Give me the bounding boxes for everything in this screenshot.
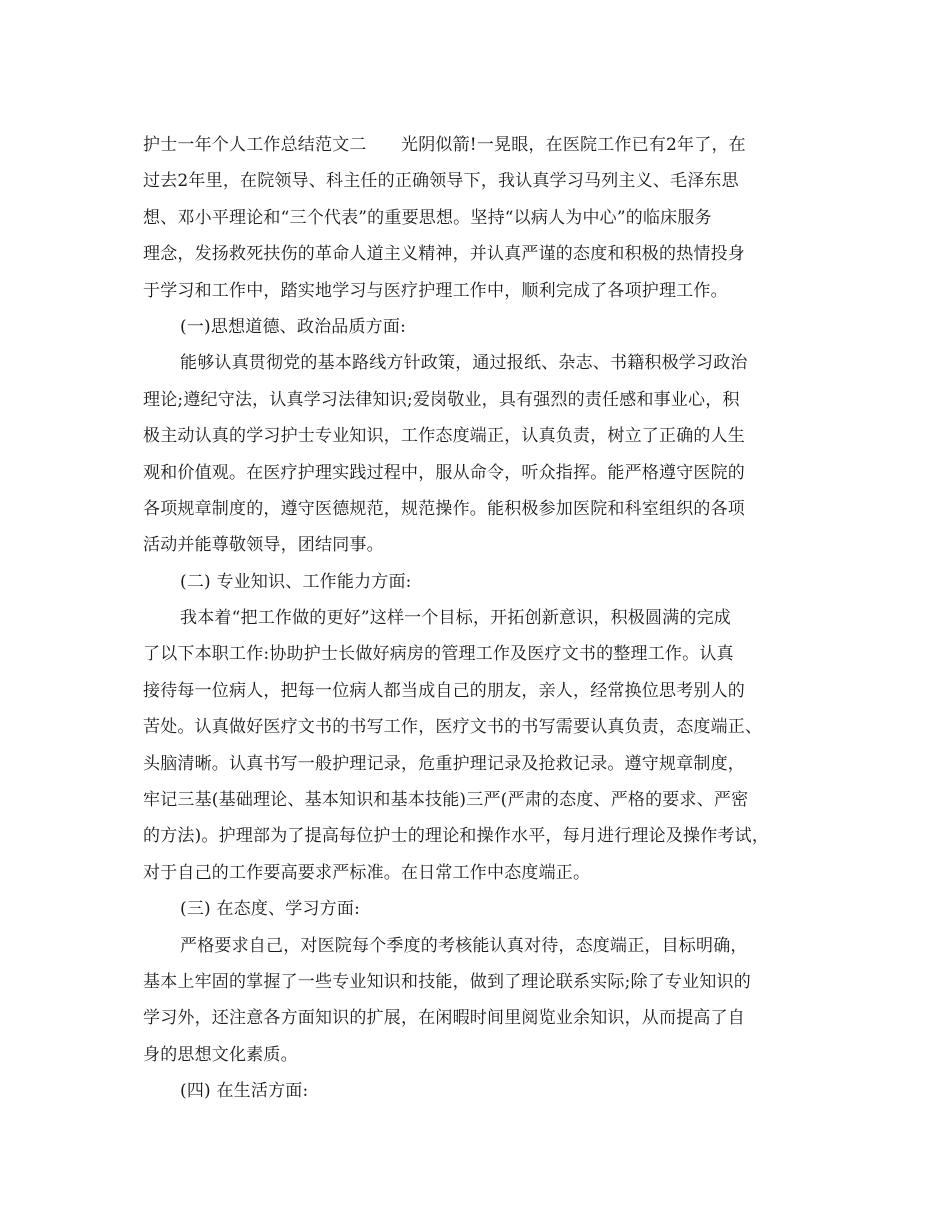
text-line: 过去2年里，在院领导、科主任的正确领导下，我认真学习马列主义、毛泽东思: [143, 171, 739, 192]
text-line: 各项规章制度的，遵守医德规范，规范操作。能积极参加医院和科室组织的各项: [143, 498, 745, 519]
section-heading: (四) 在生活方面:: [180, 1081, 309, 1102]
text-line: 于学习和工作中，踏实地学习与医疗护理工作中，顺利完成了各项护理工作。: [143, 280, 728, 301]
text-line: 护士一年个人工作总结范文二 光阴似箭!一晃眼，在医院工作已有2年了，在: [143, 135, 746, 155]
text-line: 接待每一位病人，把每一位病人都当成自己的朋友，亲人，经常换位思考别人的: [143, 680, 745, 701]
text-line: 学习外，还注意各方面知识的扩展，在闲暇时间里阅览业余知识，从而提高了自: [143, 1008, 745, 1029]
document-body: [143, 127, 815, 1110]
text-line: 的方法)。护理部为了提高每位护士的理论和操作水平，每月进行理论及操作考试，: [143, 826, 770, 847]
text-line: 牢记三基(基础理论、基本知识和基本技能)三严(严肃的态度、严格的要求、严密: [143, 790, 749, 811]
text-line: 头脑清晰。认真书写一般护理记录，危重护理记录及抢救记录。遵守规章制度，: [143, 753, 745, 774]
text-line: 身的思想文化素质。: [143, 1044, 298, 1065]
text-line: 苦处。认真做好医疗文书的书写工作，医疗文书的书写需要认真负责，态度端正、: [143, 717, 763, 738]
section-heading: (一)思想道德、政治品质方面:: [180, 316, 406, 337]
text-line: 严格要求自己，对医院每个季度的考核能认真对待，态度端正，目标明确，: [180, 935, 748, 956]
section-heading: (三) 在态度、学习方面:: [180, 899, 360, 920]
text-line: 对于自己的工作要高要求严标准。在日常工作中态度端正。: [143, 862, 591, 883]
text-line: 理论;遵纪守法，认真学习法律知识;爱岗敬业，具有强烈的责任感和事业心，积: [143, 389, 740, 410]
text-line: 理念，发扬救死扶伤的革命人道主义精神，并认真严谨的态度和积极的热情投身: [143, 244, 745, 265]
section-heading: (二) 专业知识、工作能力方面:: [180, 571, 412, 592]
text-line: 活动并能尊敬领导，团结同事。: [143, 535, 384, 556]
text-line: 观和价值观。在医疗护理实践过程中，服从命令，听众指挥。能严格遵守医院的: [143, 462, 745, 483]
text-line: 能够认真贯彻党的基本路线方针政策，通过报纸、杂志、书籍积极学习政治: [180, 353, 748, 374]
text-line: 极主动认真的学习护士专业知识，工作态度端正，认真负责，树立了正确的人生: [143, 426, 745, 447]
text-line: 了以下本职工作:协助护士长做好病房的管理工作及医疗文书的整理工作。认真: [143, 644, 734, 665]
text-line: 我本着“把工作做的更好”这样一个目标，开拓创新意识，积极圆满的完成: [180, 608, 731, 629]
text-line: 基本上牢固的掌握了一些专业知识和技能，做到了理论联系实际;除了专业知识的: [143, 971, 751, 992]
text-line: 想、邓小平理论和“三个代表”的重要思想。坚持“以病人为中心”的临床服务: [143, 207, 712, 228]
